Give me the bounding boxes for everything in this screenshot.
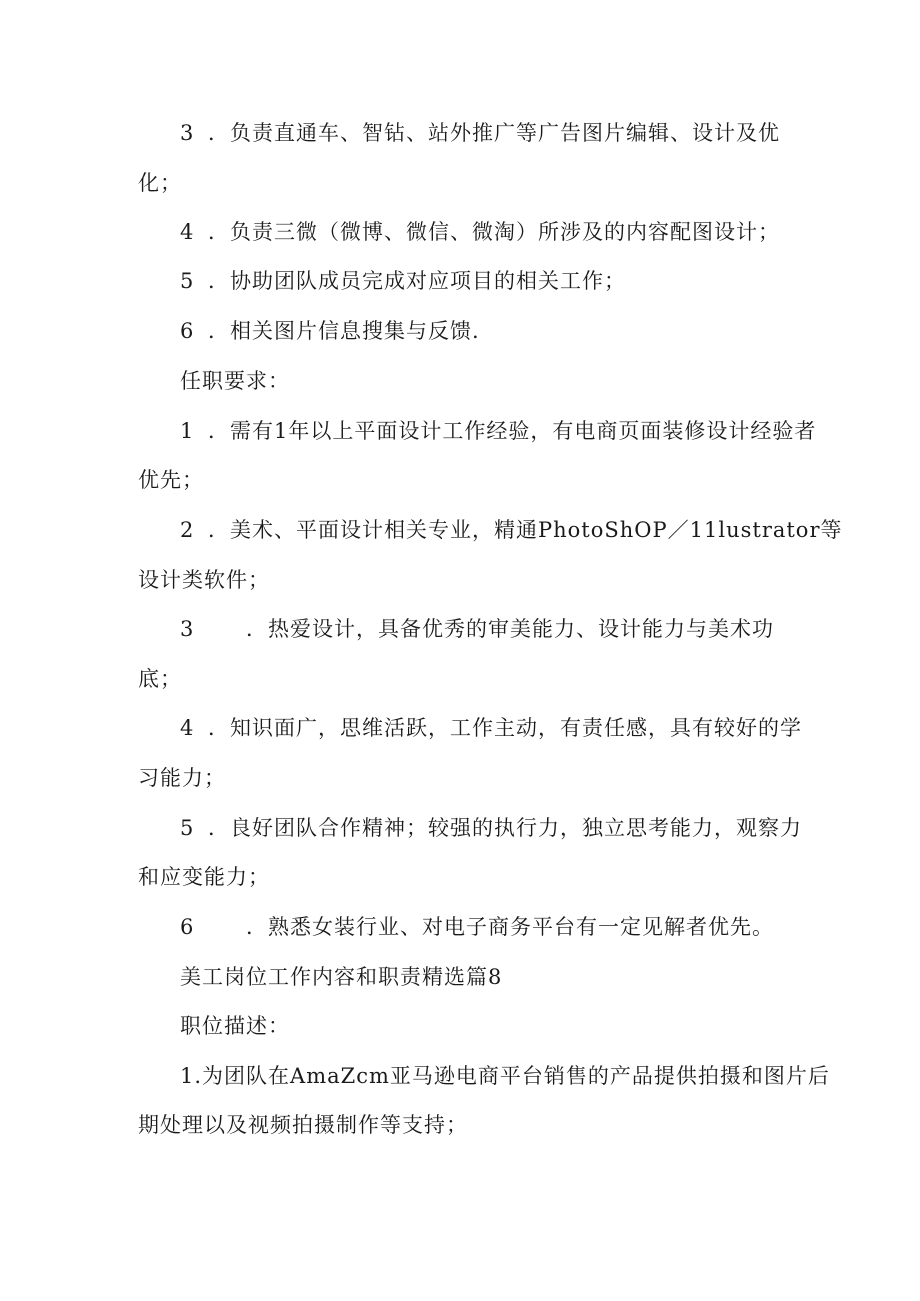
duty-item-6: 6 ．相关图片信息搜集与反馈. (180, 319, 480, 343)
requirements-heading: 任职要求： (180, 369, 290, 393)
requirement-item-4-cont: 习能力； (138, 766, 226, 790)
section-heading: 美工岗位工作内容和职责精选篇8 (180, 965, 503, 989)
duty-item-4: 4 ．负责三微（微博、微信、微淘）所涉及的内容配图设计； (180, 220, 780, 244)
job-description-item-1: 1.为团队在AmaZcm亚马逊电商平台销售的产品提供拍摄和图片后 (180, 1064, 830, 1088)
requirement-item-1: 1 ．需有1年以上平面设计工作经验，有电商页面装修设计经验者 (180, 419, 817, 443)
requirement-item-2: 2 ．美术、平面设计相关专业，精通PhotoShOP／11lustrator等 (180, 518, 843, 542)
requirement-item-5: 5 ．良好团队合作精神；较强的执行力，独立思考能力，观察力 (180, 816, 802, 840)
requirement-item-2-cont: 设计类软件； (138, 568, 270, 592)
job-description-heading: 职位描述： (180, 1014, 290, 1038)
requirement-item-4: 4 ．知识面广，思维活跃，工作主动，有责任感，具有较好的学 (180, 716, 802, 740)
duty-item-3: 3 ．负责直通车、智钻、站外推广等广告图片编辑、设计及优 (180, 121, 780, 145)
requirement-item-5-cont: 和应变能力； (138, 865, 270, 889)
requirement-item-6: 6 ．熟悉女装行业、对电子商务平台有一定见解者优先。 (180, 915, 774, 939)
requirement-item-1-cont: 优先； (138, 468, 204, 492)
duty-item-5: 5 ．协助团队成员完成对应项目的相关工作； (180, 269, 626, 293)
duty-item-3-cont: 化； (138, 171, 182, 195)
requirement-item-3-cont: 底； (138, 667, 182, 691)
job-description-item-1-cont: 期处理以及视频拍摄制作等支持； (138, 1113, 468, 1137)
requirement-item-3: 3 ．热爱设计，具备优秀的审美能力、设计能力与美术功 (180, 617, 774, 641)
